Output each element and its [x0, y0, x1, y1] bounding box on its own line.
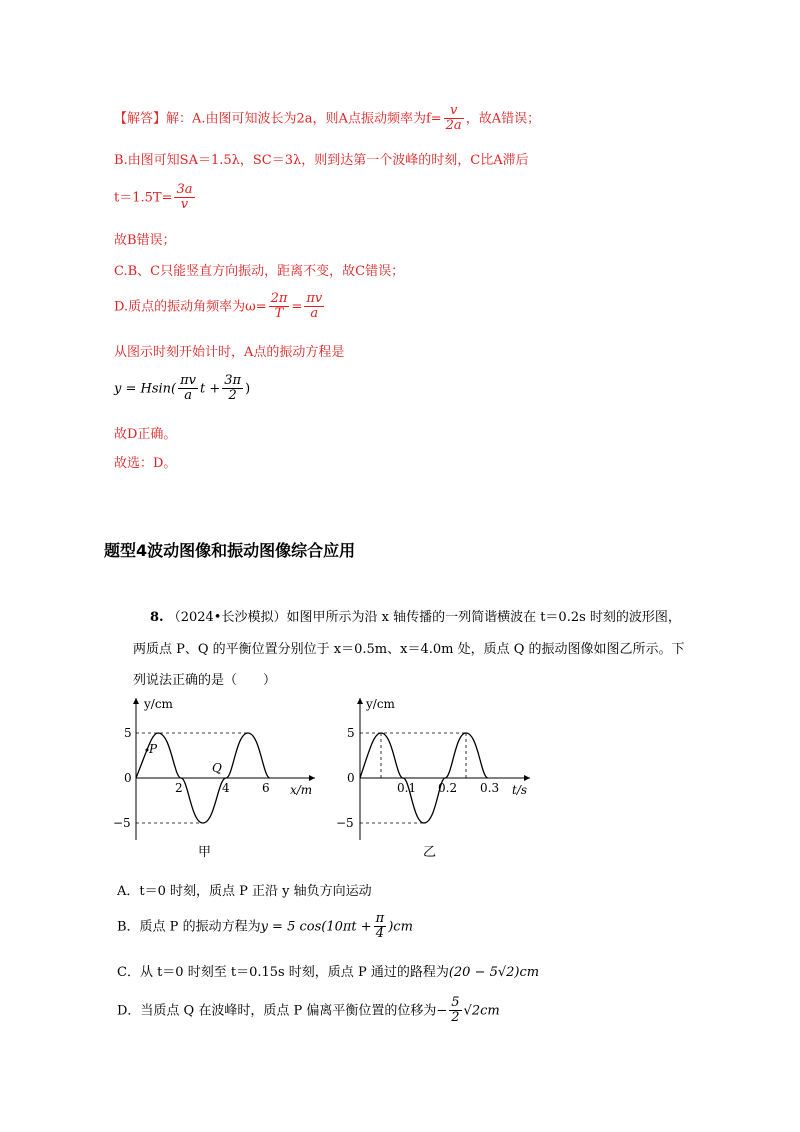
ylabel-yi: y/cm [366, 697, 395, 711]
solution-tag: 【解答】 [114, 111, 167, 127]
caption-jia: 甲 [198, 845, 212, 860]
solution-line-b-wrong: 故B错误； [114, 233, 176, 248]
ytick-5-yi: 5 [347, 726, 355, 740]
section-heading: 题型4波动图像和振动图像综合应用 [104, 541, 356, 560]
figure-yi [336, 697, 530, 860]
solution-line-d: D.质点的振动角频率为ω= $\frac{2\pi}{T}$ = $\frac{\pi v}{a}$ [114, 291, 323, 322]
option-a: A．t＝0 时刻，质点 P 正沿 y 轴负方向运动 [117, 884, 372, 899]
question-line-2: 两质点 P、Q 的平衡位置分别位于 x＝0.5m、x＝4.0m 处，质点 Q 的振动图像如图乙所示。下 [133, 642, 685, 657]
label-q: Q [212, 761, 222, 775]
fraction-v-over-2a: $\frac{v}{2a}$ [445, 103, 462, 134]
solution-line-from: 从图示时刻开始计时，A点的振动方程是 [114, 345, 345, 360]
xtick-6: 6 [262, 781, 270, 795]
ytick-0: 0 [124, 771, 132, 785]
ytick-5: 5 [124, 726, 132, 740]
fraction-5-over-2: $\frac{5}{2}$ [451, 995, 460, 1026]
solution-equation: y = Hsin( $\frac{\pi v}{a}$ t + $\frac{3\pi}{2}$ ) [114, 373, 251, 404]
question-number: 8. [150, 610, 164, 625]
fraction-3a-over-v: $\frac{3a}{v}$ [176, 182, 193, 213]
option-d: D．当质点 Q 在波峰时，质点 P 偏离平衡位置的位移为− $\frac{5}{2}$ √2cm [117, 995, 500, 1026]
solution-line-c: C.B、C只能竖直方向振动，距离不变，故C错误； [114, 264, 405, 279]
figure-jia [113, 697, 315, 860]
solution-line-b: B.由图可知SA＝1.5λ，SC＝3λ，则到达第一个波峰的时刻，C比A滞后 [114, 153, 529, 168]
ytick-neg5: −5 [113, 816, 131, 830]
label-p: P [149, 742, 158, 756]
ylabel-jia: y/cm [144, 697, 173, 711]
fraction-piv-over-a: $\frac{\pi v}{a}$ [306, 291, 323, 322]
fraction-eq-1: $\frac{\pi v}{a}$ [180, 373, 197, 404]
solution-line-d-correct: 故D正确。 [114, 427, 177, 442]
fraction-eq-2: $\frac{3\pi}{2}$ [224, 373, 242, 404]
question-line-1: 8. （2024•长沙模拟）如图甲所示为沿 x 轴传播的一列简谐横波在 t＝0.2s 时刻的波形图， [150, 610, 681, 625]
xtick-0.1: 0.1 [397, 781, 417, 795]
xtick-0.3: 0.3 [480, 781, 500, 795]
figures [0, 690, 800, 870]
caption-yi: 乙 [423, 845, 437, 860]
option-b: B．质点 P 的振动方程为y = 5 cos(10πt + $\frac{\pi}{4}$ )cm [117, 911, 413, 942]
xtick-0.2: 0.2 [438, 781, 458, 795]
solution-line-t: t＝1.5T= $\frac{3a}{v}$ [114, 182, 193, 213]
solution-line-choice: 故选：D。 [114, 456, 177, 471]
xtick-2: 2 [175, 781, 183, 795]
xlabel-jia: x/m [290, 783, 313, 797]
fraction-pi-over-4: $\frac{\pi}{4}$ [375, 911, 385, 942]
question-line-3: 列说法正确的是（ ） [133, 673, 277, 688]
ytick-neg5-yi: −5 [336, 816, 354, 830]
fraction-2pi-over-t: $\frac{2\pi}{T}$ [270, 291, 288, 322]
solution-line-a: 【解答】解：A.由图可知波长为2a，则A点振动频率为f= $\frac{v}{2a}$ ，故A错误； [114, 103, 541, 134]
ytick-0-yi: 0 [347, 771, 355, 785]
xlabel-yi: t/s [512, 783, 528, 797]
xtick-4: 4 [222, 781, 230, 795]
option-c: C．从 t＝0 时刻至 t＝0.15s 时刻，质点 P 通过的路程为(20 − 5√2)cm [117, 965, 540, 980]
